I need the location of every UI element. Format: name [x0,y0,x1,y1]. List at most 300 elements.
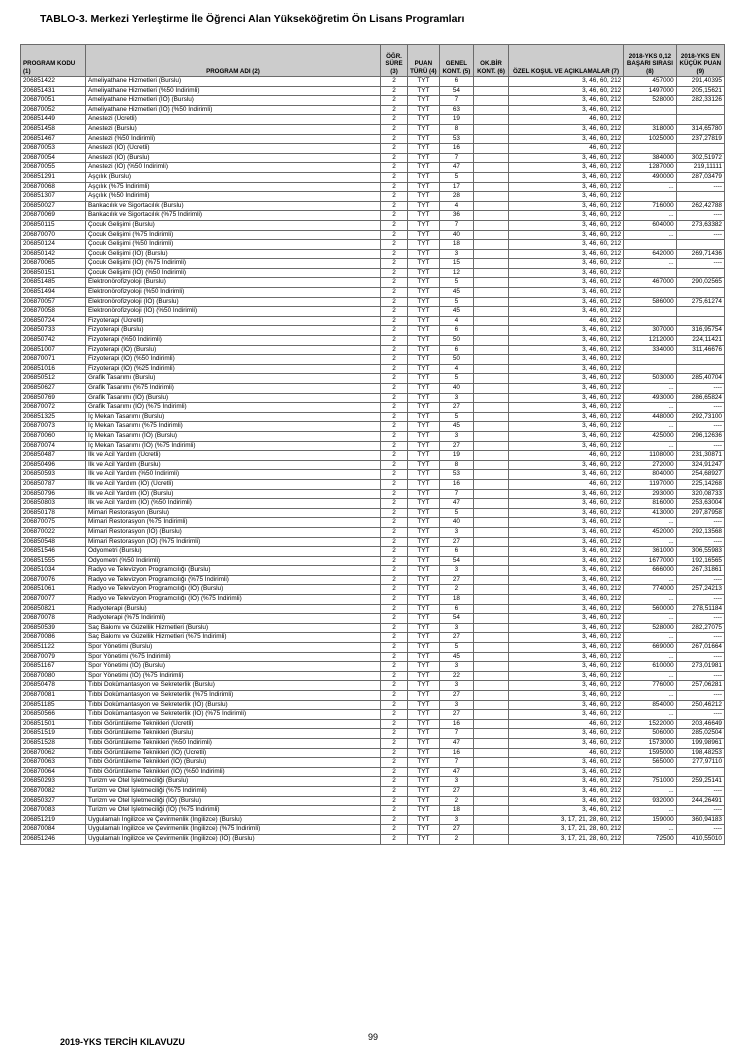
cell-ok-quota [474,307,509,317]
cell-conditions: 3, 17, 21, 28, 60, 212 [508,825,623,835]
cell-duration: 2 [380,767,407,777]
cell-conditions: 3, 46, 60, 212 [508,786,623,796]
cell-conditions: 3, 46, 60, 212 [508,527,623,537]
cell-duration: 2 [380,115,407,125]
cell-general-quota: 27 [439,575,474,585]
cell-success-rank: 425000 [624,431,676,441]
cell-ok-quota [474,652,509,662]
cell-program-code: 206851291 [21,172,86,182]
cell-duration: 2 [380,595,407,605]
table-row [21,633,725,643]
cell-min-score: 250,46212 [676,700,724,710]
cell-success-rank [624,288,676,298]
cell-score-type: TYT [408,336,439,346]
cell-program-name: Çocuk Gelişimi (İÖ) (%50 İndirimli) [86,268,381,278]
cell-score-type: TYT [408,297,439,307]
cell-ok-quota [474,182,509,192]
cell-ok-quota [474,547,509,557]
cell-min-score: ---- [676,691,724,701]
cell-program-name: Fizyoterapi (Burslu) [86,326,381,336]
cell-program-code: 206870068 [21,182,86,192]
cell-duration: 2 [380,479,407,489]
cell-ok-quota [474,172,509,182]
cell-min-score [676,115,724,125]
cell-conditions: 3, 17, 21, 28, 60, 212 [508,834,623,844]
cell-conditions: 3, 46, 60, 212 [508,604,623,614]
cell-min-score: 278,51184 [676,604,724,614]
cell-program-name: Mimari Restorasyon (%75 İndirimli) [86,518,381,528]
cell-program-code: 206870083 [21,806,86,816]
cell-general-quota: 54 [439,614,474,624]
cell-duration: 2 [380,220,407,230]
cell-program-code: 206870062 [21,748,86,758]
cell-conditions: 3, 46, 60, 212 [508,643,623,653]
cell-duration: 2 [380,748,407,758]
cell-ok-quota [474,806,509,816]
cell-duration: 2 [380,710,407,720]
cell-ok-quota [474,220,509,230]
cell-duration: 2 [380,77,407,87]
cell-program-name: Tıbbi Görüntüleme Teknikleri (İÖ) (%50 İndirimli) [86,767,381,777]
cell-ok-quota [474,105,509,115]
cell-general-quota: 6 [439,326,474,336]
cell-min-score: 253,63004 [676,499,724,509]
cell-general-quota: 16 [439,748,474,758]
cell-min-score: 296,12636 [676,431,724,441]
cell-ok-quota [474,604,509,614]
cell-duration: 2 [380,806,407,816]
cell-min-score: ---- [676,633,724,643]
cell-score-type: TYT [408,307,439,317]
table-row [21,441,725,451]
cell-duration: 2 [380,384,407,394]
cell-program-code: 206870057 [21,297,86,307]
cell-score-type: TYT [408,786,439,796]
table-row [21,470,725,480]
cell-score-type: TYT [408,834,439,844]
cell-success-rank: ... [624,441,676,451]
cell-score-type: TYT [408,364,439,374]
cell-min-score: 262,42788 [676,201,724,211]
table-row [21,278,725,288]
cell-success-rank [624,115,676,125]
cell-general-quota: 47 [439,163,474,173]
cell-duration: 2 [380,671,407,681]
cell-conditions: 3, 46, 60, 212 [508,240,623,250]
cell-ok-quota [474,729,509,739]
cell-conditions: 46, 60, 212 [508,115,623,125]
cell-min-score: 192,16565 [676,556,724,566]
cell-general-quota: 53 [439,470,474,480]
cell-program-code: 206851185 [21,700,86,710]
cell-min-score: ---- [676,786,724,796]
cell-ok-quota [474,124,509,134]
table-row [21,364,725,374]
cell-score-type: TYT [408,479,439,489]
cell-duration: 2 [380,163,407,173]
cell-general-quota: 45 [439,422,474,432]
cell-conditions: 3, 46, 60, 212 [508,364,623,374]
cell-program-code: 206850142 [21,249,86,259]
table-row [21,230,725,240]
cell-ok-quota [474,796,509,806]
cell-ok-quota [474,633,509,643]
cell-program-code: 206850803 [21,499,86,509]
cell-duration: 2 [380,211,407,221]
table-row [21,96,725,106]
cell-success-rank: 293000 [624,489,676,499]
cell-ok-quota [474,508,509,518]
cell-success-rank: 384000 [624,153,676,163]
cell-program-name: Bankacılık ve Sigortacılık (%75 İndirimli) [86,211,381,221]
cell-program-code: 206851016 [21,364,86,374]
cell-conditions: 3, 46, 60, 212 [508,153,623,163]
table-row [21,729,725,739]
cell-score-type: TYT [408,527,439,537]
cell-min-score: 306,55983 [676,547,724,557]
cell-conditions: 3, 46, 60, 212 [508,691,623,701]
cell-ok-quota [474,585,509,595]
table-row [21,748,725,758]
cell-program-name: Anestezi (İÖ) (Ücretli) [86,144,381,154]
cell-duration: 2 [380,604,407,614]
cell-conditions: 3, 46, 60, 212 [508,182,623,192]
cell-score-type: TYT [408,777,439,787]
table-row [21,806,725,816]
cell-success-rank [624,316,676,326]
cell-conditions: 46, 60, 212 [508,316,623,326]
cell-duration: 2 [380,307,407,317]
cell-success-rank: 751000 [624,777,676,787]
cell-program-name: Tıbbi Görüntüleme Teknikleri (İÖ) (Burslu) [86,758,381,768]
cell-min-score [676,316,724,326]
cell-duration: 2 [380,431,407,441]
cell-conditions: 3, 46, 60, 212 [508,393,623,403]
cell-program-name: Elektronörofizyoloji (Burslu) [86,278,381,288]
cell-conditions: 3, 46, 60, 212 [508,249,623,259]
cell-ok-quota [474,316,509,326]
cell-success-rank: ... [624,182,676,192]
cell-min-score [676,240,724,250]
cell-general-quota: 12 [439,268,474,278]
cell-duration: 2 [380,144,407,154]
cell-program-code: 206850796 [21,489,86,499]
table-row [21,412,725,422]
cell-min-score [676,364,724,374]
cell-program-name: Odyometri (%50 İndirimli) [86,556,381,566]
cell-min-score: ---- [676,422,724,432]
cell-program-name: Tıbbi Dokümantasyon ve Sekreterlik (İÖ) (%75 İndirimli) [86,710,381,720]
cell-program-name: Grafik Tasarımı (Burslu) [86,374,381,384]
cell-success-rank: 1108000 [624,451,676,461]
cell-score-type: TYT [408,738,439,748]
cell-ok-quota [474,825,509,835]
cell-ok-quota [474,700,509,710]
cell-score-type: TYT [408,249,439,259]
cell-success-rank: 413000 [624,508,676,518]
cell-conditions: 3, 46, 60, 212 [508,806,623,816]
cell-min-score: 297,87958 [676,508,724,518]
cell-program-code: 206851122 [21,643,86,653]
cell-program-name: Turizm ve Otel İşletmeciliği (%75 İndirimli) [86,786,381,796]
cell-ok-quota [474,777,509,787]
cell-program-code: 206870077 [21,595,86,605]
cell-conditions: 3, 46, 60, 212 [508,652,623,662]
cell-min-score [676,144,724,154]
cell-duration: 2 [380,268,407,278]
cell-duration: 2 [380,441,407,451]
cell-duration: 2 [380,105,407,115]
cell-ok-quota [474,499,509,509]
cell-program-code: 206850478 [21,681,86,691]
cell-duration: 2 [380,412,407,422]
cell-score-type: TYT [408,700,439,710]
cell-general-quota: 16 [439,719,474,729]
cell-general-quota: 54 [439,556,474,566]
table-row [21,307,725,317]
table-row [21,355,725,365]
cell-min-score: ---- [676,441,724,451]
header-duration: ÖĞR. SÜRE (3) [380,45,407,77]
cell-score-type: TYT [408,556,439,566]
cell-score-type: TYT [408,201,439,211]
cell-success-rank: 272000 [624,460,676,470]
cell-success-rank [624,307,676,317]
cell-duration: 2 [380,796,407,806]
cell-conditions: 3, 46, 60, 212 [508,288,623,298]
cell-min-score: 244,26491 [676,796,724,806]
cell-program-code: 206850115 [21,220,86,230]
cell-program-code: 206851546 [21,547,86,557]
cell-min-score: 302,51972 [676,153,724,163]
table-row [21,595,725,605]
cell-program-name: Mimari Restorasyon (İÖ) (Burslu) [86,527,381,537]
cell-score-type: TYT [408,192,439,202]
table-row [21,240,725,250]
cell-ok-quota [474,364,509,374]
cell-min-score: 219,11111 [676,163,724,173]
cell-min-score: 203,46649 [676,719,724,729]
cell-general-quota: 54 [439,86,474,96]
cell-score-type: TYT [408,220,439,230]
cell-min-score: 316,95754 [676,326,724,336]
cell-general-quota: 19 [439,115,474,125]
table-row [21,575,725,585]
cell-general-quota: 18 [439,595,474,605]
cell-score-type: TYT [408,105,439,115]
cell-success-rank: 506000 [624,729,676,739]
cell-score-type: TYT [408,758,439,768]
cell-success-rank: 457000 [624,77,676,87]
cell-min-score: 314,65780 [676,124,724,134]
cell-min-score: 267,01664 [676,643,724,653]
cell-min-score [676,307,724,317]
cell-program-name: İç Mekan Tasarımı (İÖ) (Burslu) [86,431,381,441]
cell-ok-quota [474,691,509,701]
cell-score-type: TYT [408,431,439,441]
cell-general-quota: 4 [439,364,474,374]
cell-program-name: Saç Bakımı ve Güzellik Hizmetleri (%75 İndirimli) [86,633,381,643]
cell-conditions: 3, 46, 60, 212 [508,124,623,134]
cell-ok-quota [474,441,509,451]
cell-general-quota: 15 [439,259,474,269]
cell-success-rank: 932000 [624,796,676,806]
cell-score-type: TYT [408,211,439,221]
cell-duration: 2 [380,691,407,701]
table-row [21,393,725,403]
cell-success-rank: 642000 [624,249,676,259]
cell-ok-quota [474,451,509,461]
cell-general-quota: 3 [439,681,474,691]
cell-general-quota: 7 [439,758,474,768]
cell-duration: 2 [380,124,407,134]
cell-general-quota: 50 [439,355,474,365]
cell-program-code: 206851519 [21,729,86,739]
cell-score-type: TYT [408,547,439,557]
cell-min-score: ---- [676,182,724,192]
cell-ok-quota [474,345,509,355]
cell-ok-quota [474,374,509,384]
cell-success-rank: 1595000 [624,748,676,758]
table-row [21,738,725,748]
table-row [21,77,725,87]
cell-program-code: 206851528 [21,738,86,748]
cell-program-code: 206851485 [21,278,86,288]
cell-general-quota: 5 [439,278,474,288]
cell-score-type: TYT [408,585,439,595]
cell-min-score: ---- [676,403,724,413]
cell-duration: 2 [380,777,407,787]
cell-success-rank: ... [624,595,676,605]
cell-program-code: 206850593 [21,470,86,480]
cell-min-score: 254,68927 [676,470,724,480]
cell-duration: 2 [380,662,407,672]
cell-conditions: 3, 46, 60, 212 [508,585,623,595]
cell-program-name: Elektronörofizyoloji (İÖ) (Burslu) [86,297,381,307]
table-row [21,105,725,115]
cell-success-rank: 1677000 [624,556,676,566]
cell-success-rank: 560000 [624,604,676,614]
cell-conditions: 3, 46, 60, 212 [508,537,623,547]
cell-duration: 2 [380,403,407,413]
cell-duration: 2 [380,815,407,825]
table-row [21,220,725,230]
cell-program-name: İç Mekan Tasarımı (%75 İndirimli) [86,422,381,432]
cell-general-quota: 7 [439,220,474,230]
cell-general-quota: 27 [439,691,474,701]
cell-general-quota: 45 [439,652,474,662]
cell-general-quota: 27 [439,710,474,720]
cell-conditions: 3, 46, 60, 212 [508,700,623,710]
table-row [21,201,725,211]
cell-min-score [676,288,724,298]
cell-score-type: TYT [408,595,439,605]
cell-success-rank: ... [624,652,676,662]
cell-score-type: TYT [408,316,439,326]
table-row [21,585,725,595]
table-row [21,489,725,499]
cell-duration: 2 [380,643,407,653]
cell-general-quota: 27 [439,537,474,547]
cell-score-type: TYT [408,489,439,499]
cell-program-name: Turizm ve Otel İşletmeciliği (İÖ) (%75 İndirimli) [86,806,381,816]
cell-conditions: 3, 46, 60, 212 [508,192,623,202]
cell-general-quota: 5 [439,643,474,653]
cell-ok-quota [474,230,509,240]
cell-duration: 2 [380,393,407,403]
cell-conditions: 3, 46, 60, 212 [508,499,623,509]
cell-success-rank: ... [624,633,676,643]
cell-general-quota: 7 [439,96,474,106]
cell-ok-quota [474,326,509,336]
cell-conditions: 3, 46, 60, 212 [508,623,623,633]
footer-guide-title: 2019-YKS TERCİH KILAVUZU [60,1037,185,1047]
cell-program-name: Tıbbi Görüntüleme Teknikleri (Burslu) [86,729,381,739]
cell-general-quota: 40 [439,230,474,240]
cell-ok-quota [474,537,509,547]
cell-score-type: TYT [408,441,439,451]
cell-ok-quota [474,278,509,288]
cell-conditions: 3, 46, 60, 212 [508,460,623,470]
cell-success-rank: 334000 [624,345,676,355]
cell-ok-quota [474,153,509,163]
cell-min-score: 277,97110 [676,758,724,768]
cell-score-type: TYT [408,412,439,422]
cell-duration: 2 [380,633,407,643]
header-program-name: PROGRAM ADI (2) [86,45,381,77]
cell-success-rank: ... [624,422,676,432]
cell-duration: 2 [380,153,407,163]
cell-success-rank: 307000 [624,326,676,336]
cell-duration: 2 [380,336,407,346]
cell-duration: 2 [380,192,407,202]
cell-score-type: TYT [408,403,439,413]
cell-ok-quota [474,422,509,432]
cell-success-rank: 776000 [624,681,676,691]
cell-min-score: 257,24213 [676,585,724,595]
cell-conditions: 3, 46, 60, 212 [508,307,623,317]
cell-success-rank: 159000 [624,815,676,825]
cell-min-score: ---- [676,671,724,681]
cell-success-rank: 804000 [624,470,676,480]
cell-duration: 2 [380,288,407,298]
cell-program-code: 206870071 [21,355,86,365]
cell-min-score: 285,40704 [676,374,724,384]
cell-min-score: 311,46676 [676,345,724,355]
cell-min-score: 287,03479 [676,172,724,182]
table-row [21,777,725,787]
cell-conditions: 3, 46, 60, 212 [508,259,623,269]
cell-general-quota: 3 [439,815,474,825]
cell-conditions: 3, 46, 60, 212 [508,134,623,144]
cell-program-name: Aşçılık (%75 İndirimli) [86,182,381,192]
cell-general-quota: 19 [439,451,474,461]
cell-success-rank: 448000 [624,412,676,422]
cell-program-code: 206851449 [21,115,86,125]
cell-conditions: 3, 46, 60, 212 [508,105,623,115]
cell-conditions: 3, 46, 60, 212 [508,201,623,211]
cell-duration: 2 [380,518,407,528]
cell-success-rank: 716000 [624,201,676,211]
cell-duration: 2 [380,738,407,748]
cell-success-rank [624,767,676,777]
cell-min-score: ---- [676,230,724,240]
cell-conditions: 46, 60, 212 [508,144,623,154]
cell-min-score: 267,31861 [676,566,724,576]
cell-program-name: Fizyoterapi (Ücretli) [86,316,381,326]
table-row [21,604,725,614]
table-row [21,527,725,537]
